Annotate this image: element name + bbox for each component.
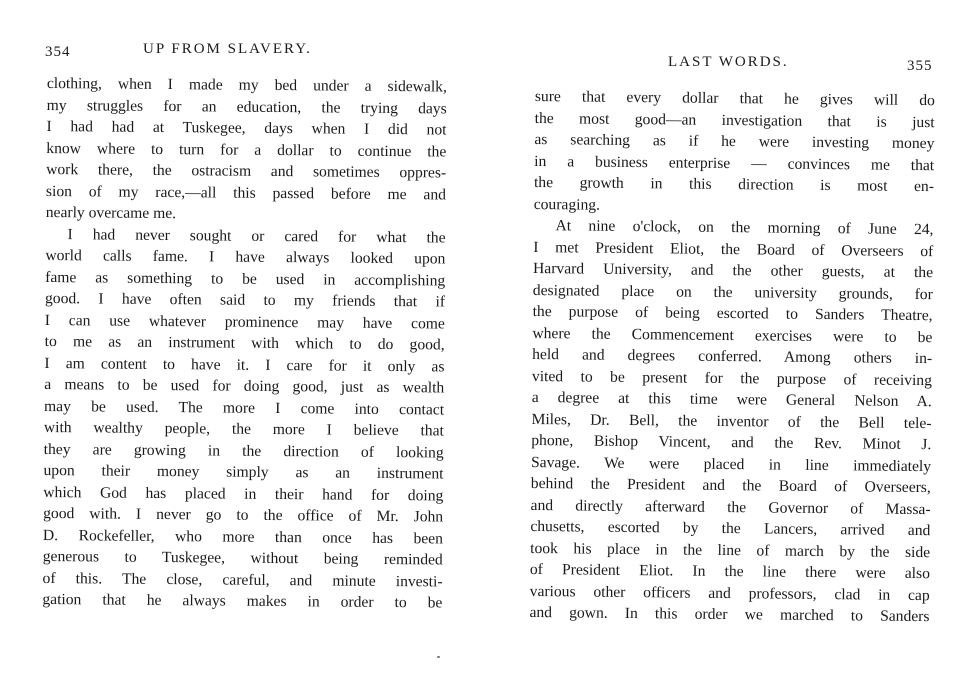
text-line: chusetts, escorted by the Lancers, arrived and (530, 517, 931, 540)
left-running-head: UP FROM SLAVERY. (143, 41, 312, 57)
text-line: in a business enterprise — convinces me that (534, 152, 935, 174)
text-line: phone, Bishop Vincent, and the Rev. Minot J. (531, 431, 932, 454)
text-line: work there, the ostracism and sometimes oppres- (46, 160, 447, 182)
text-line: world calls fame. I have always looked upon (45, 246, 446, 268)
text-line: upon their money simply as an instrument (43, 461, 444, 483)
text-line: generous to Tuskegee, without being reminded (42, 547, 443, 569)
left-page-text (42, 73, 447, 614)
text-line: Miles, Dr. Bell, the inventor of the Bell tele- (531, 410, 932, 432)
right-running-head: LAST WORDS. (668, 54, 789, 70)
text-line: good with. I never go to the office of Mr. John (43, 504, 444, 526)
text-line: designated place on the university grounds, for (532, 281, 933, 303)
text-line: sure that every dollar that he gives will do (534, 87, 935, 110)
text-line: they are growing in the direction of looking (43, 440, 444, 461)
text-line: a means to be used for doing good, just as wealth (44, 375, 445, 397)
left-page-number: 354 (45, 44, 71, 60)
text-line: I can use whatever prominence may have come (44, 311, 445, 332)
text-line: with wealthy people, the more I believe that (43, 418, 444, 440)
text-line: vited to be present for the purpose of receiving (531, 367, 933, 389)
text-line: sion of my race,—all this passed before me and (45, 182, 447, 203)
text-line: the growth in this direction is most en- (533, 173, 935, 196)
text-line: a degree at this time were General Nelson A. (531, 388, 932, 411)
text-line: nearly overcame me. (45, 203, 177, 223)
text-line: which God has placed in their hand for doing (43, 483, 444, 504)
text-line: Savage. We were placed in line immediately (530, 453, 932, 475)
text-line: and gown. In this order we marched to Sanders (529, 603, 930, 626)
text-line: I had had at Tuskegee, days when I did not (46, 117, 447, 139)
text-line: to me as an instrument with which to do good, (44, 332, 445, 354)
text-line: of President Eliot. In the line there were also (529, 560, 931, 583)
text-line: clothing, when I made my bed under a sidewalk, (46, 74, 447, 96)
text-line: I am content to have it. I care for it only as (44, 354, 445, 375)
text-line: I had never sought or cared for what the (67, 225, 446, 246)
text-line: of this. The close, careful, and minute investi- (42, 569, 443, 590)
right-page (490, 0, 980, 692)
text-line: At nine o'clock, on the morning of June 24, (555, 217, 934, 239)
text-line: Harvard University, and the other guests, at the (532, 259, 934, 282)
text-line: couraging. (533, 195, 601, 214)
text-line: good. I have often said to my friends that if (44, 289, 446, 311)
text-line: my struggles for an education, the trying days (46, 96, 447, 117)
text-line: held and degrees conferred. Among others in- (532, 345, 933, 368)
text-line: gation that he always makes in order to be (42, 590, 443, 612)
text-line: the purpose of being escorted to Sanders Theatre, (532, 302, 933, 325)
page-speck (437, 656, 440, 658)
text-line: where the Commencement exercises were to be (532, 324, 933, 346)
text-line: as searching as if he were investing money (534, 130, 935, 153)
text-line: fame as something to be used in accomplishing (45, 268, 446, 289)
text-line: know where to turn for a dollar to continue the (46, 139, 447, 160)
text-line: took his place in the line of march by the side (530, 539, 931, 561)
right-page-number: 355 (907, 58, 933, 74)
text-line: may be used. The more I come into contact (44, 397, 445, 418)
text-line: D. Rockefeller, who more than once has been (42, 526, 444, 547)
text-line: and directly afterward the Governor of Massa- (530, 496, 931, 518)
text-line: various other officers and professors, clad in cap (529, 582, 930, 604)
right-page-text (529, 86, 935, 628)
text-line: behind the President and the Board of Overseers, (530, 474, 931, 497)
text-line: the most good—an investigation that is just (534, 109, 935, 131)
text-line: I met President Eliot, the Board of Overseers of (533, 238, 934, 260)
